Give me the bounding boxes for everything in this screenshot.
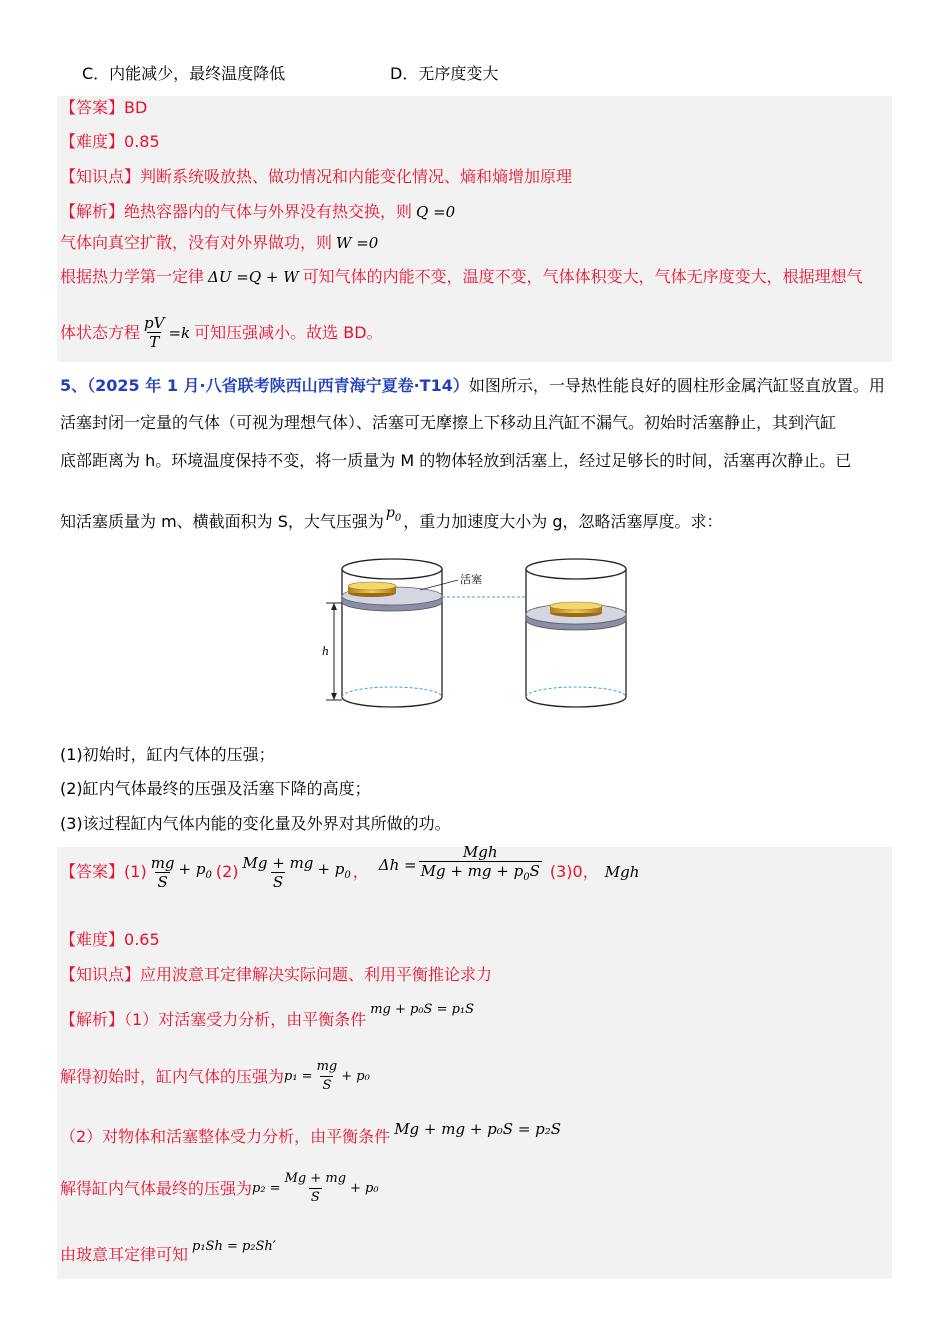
kp-value: 应用波意耳定律解决实际问题、利用平衡推论求力: [140, 965, 493, 984]
numerator: pV: [144, 314, 165, 332]
question-number: 5、: [60, 376, 88, 395]
q4-analysis-line3: [60, 267, 863, 287]
q4-analysis-line4: [60, 314, 383, 351]
q5-analysis-1: [60, 1002, 475, 1032]
difficulty-value: 0.65: [124, 930, 160, 949]
analysis-text: 可知压强减小。故选 BD。: [194, 322, 383, 342]
fraction: [283, 1170, 348, 1207]
numerator: Mgh: [462, 843, 498, 861]
equation: Mg + mg + p₀S = p₂S: [394, 1120, 562, 1138]
analysis-text: 可知气体的内能不变，温度不变，气体体积变大，气体无序度变大，根据理想气: [302, 267, 863, 286]
stem-text: 如图所示，一导热性能良好的圆柱形金属汽缸竖直放置。用: [468, 376, 885, 395]
analysis-label: 【解析】: [60, 202, 125, 221]
option-d: D．无序度变大: [390, 64, 499, 83]
analysis-text: 由玻意耳定律可知: [60, 1245, 189, 1264]
numerator: mg: [316, 1059, 338, 1074]
fraction: [149, 854, 177, 891]
equation: Q =0: [416, 203, 456, 221]
left-cylinder: [342, 559, 442, 707]
answer-value: BD: [124, 98, 148, 117]
equation: Δh =: [378, 856, 417, 874]
equation-text: + p: [178, 859, 206, 878]
answer-label: 【答案】: [60, 98, 125, 117]
equation: =k: [168, 323, 191, 342]
p-letter: p: [385, 505, 395, 521]
cylinder-figure: [320, 552, 630, 720]
denominator: S: [272, 872, 284, 891]
q5-stem-line1: [60, 376, 885, 396]
answer-part-1-label: (1): [124, 862, 147, 881]
difficulty-label: 【难度】: [60, 930, 125, 949]
separator: ，: [352, 862, 369, 881]
answer-label: 【答案】: [60, 862, 125, 881]
analysis-text: （2）对物体和活塞整体受力分析，由平衡条件: [60, 1127, 391, 1146]
q5-stem-line4: [60, 505, 723, 539]
numerator: mg: [150, 853, 175, 872]
equation-text: + p: [317, 859, 345, 878]
denominator: S: [322, 1078, 332, 1093]
equation: + p₀: [350, 1180, 379, 1196]
piston-label: 活塞: [460, 573, 482, 586]
q5-analysis-2: [60, 1058, 370, 1095]
denominator-text: S: [529, 862, 540, 880]
option-c: C．内能减少，最终温度降低: [82, 64, 286, 83]
fraction: [241, 854, 316, 891]
fraction: [315, 1058, 340, 1095]
q4-difficulty: [60, 132, 160, 152]
equation: p₂ =: [252, 1180, 281, 1196]
denominator: [419, 861, 542, 887]
fraction: [419, 843, 542, 887]
q4-knowledge-point: [60, 167, 572, 187]
h-label: h: [322, 645, 330, 658]
denominator: S: [157, 872, 168, 891]
numerator: Mg + mg: [242, 853, 314, 872]
answer-part-3-label: (3)0，: [549, 862, 599, 881]
sub-question-1: (1)初始时，缸内气体的压强；: [60, 745, 275, 764]
analysis-label: 【解析】: [60, 1010, 125, 1029]
kp-value: 判断系统吸放热、做功情况和内能变化情况、熵和熵增加原理: [140, 167, 573, 186]
sub-question-3: (3)该过程缸内气体内能的变化量及外界对其所做的功。: [60, 814, 451, 833]
answer-part-2-label: (2): [215, 862, 239, 881]
equation: ΔU =Q + W: [208, 268, 299, 286]
numerator: Mg + mg: [284, 1171, 347, 1186]
question-source: （2025 年 1 月·八省联考陕西山西青海宁夏卷·T14）: [87, 376, 469, 395]
q5-analysis-4: [60, 1170, 379, 1207]
equation: W =0: [336, 234, 379, 252]
analysis-text: 绝热容器内的气体与外界没有热交换，则: [124, 202, 413, 221]
analysis-text: 气体向真空扩散，没有对外界做功，则: [60, 233, 333, 252]
denominator: S: [310, 1190, 320, 1205]
subscript: 0: [394, 512, 402, 524]
q5-knowledge-point: [60, 965, 492, 985]
right-cylinder: [526, 559, 626, 707]
subscript: 0: [205, 869, 212, 881]
q4-analysis-line2: [60, 233, 378, 253]
fraction: [142, 314, 166, 351]
equation: + p₀: [341, 1068, 370, 1084]
stem-text: ，重力加速度大小为 g，忽略活塞厚度。求：: [403, 512, 723, 531]
denominator-text: Mg + mg + p: [420, 862, 524, 880]
q5-analysis-5: [60, 1239, 276, 1267]
q4-answer: [60, 98, 147, 118]
kp-label: 【知识点】: [60, 167, 141, 186]
q5-stem-line2: 活塞封闭一定量的气体（可视为理想气体）、活塞可无摩擦上下移动且汽缸不漏气。初始时活塞静止，其到汽缸: [60, 413, 837, 432]
piston-leader-line: [420, 580, 458, 590]
subscript: 0: [523, 872, 530, 883]
q5-analysis-3: [60, 1120, 562, 1147]
equation: [317, 859, 350, 886]
difficulty-value: 0.85: [124, 132, 160, 151]
analysis-text: 解得初始时，缸内气体的压强为: [60, 1066, 285, 1086]
analysis-text: （1）对活塞受力分析，由平衡条件: [124, 1010, 367, 1029]
kp-label: 【知识点】: [60, 965, 141, 984]
sub-question-2: (2)缸内气体最终的压强及活塞下降的高度；: [60, 779, 371, 798]
equation: p₁Sh = p₂Sh′: [192, 1239, 276, 1254]
subscript: 0: [344, 869, 351, 881]
q4-analysis-line1: [60, 202, 455, 222]
equation: [179, 859, 212, 886]
stem-text: 知活塞质量为 m、横截面积为 S，大气压强为: [60, 512, 384, 531]
difficulty-label: 【难度】: [60, 132, 125, 151]
denominator: T: [149, 333, 160, 351]
p0-symbol: [385, 505, 402, 524]
analysis-text: 解得缸内气体最终的压强为: [60, 1178, 253, 1198]
equation: Mgh: [604, 863, 640, 881]
analysis-text: 体状态方程: [60, 322, 141, 342]
q5-stem-line3: 底部距离为 h。环境温度保持不变，将一质量为 M 的物体轻放到活塞上，经过足够长的时间，活塞再次静止。已: [60, 451, 852, 470]
q5-difficulty: [60, 930, 160, 950]
equation: mg + p₀S = p₁S: [370, 1002, 475, 1017]
analysis-text: 根据热力学第一定律: [60, 267, 205, 286]
equation: p₁ =: [284, 1068, 313, 1084]
q5-answer: [60, 843, 640, 894]
